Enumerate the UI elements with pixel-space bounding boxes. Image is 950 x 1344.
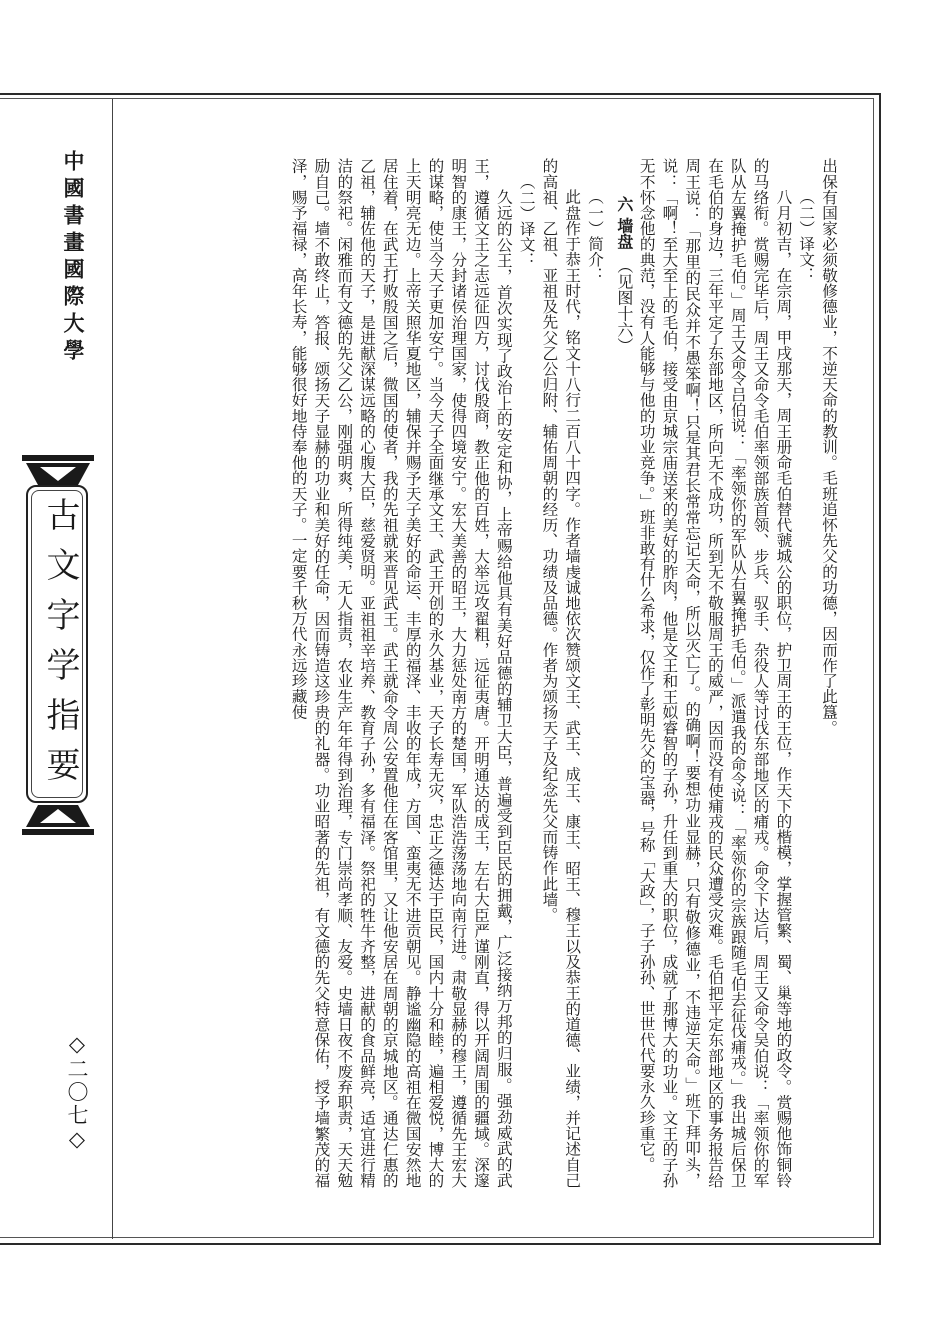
translation-heading-1: （二）译文： — [797, 189, 816, 283]
main-text — [150, 158, 840, 1188]
intro-paragraph: 此盘作于恭王时代，铭文十八行二百八十四字。作者墙虔诚地依次赞颂文王、武王、成王、康王、昭王、穆王以及恭王的道德、业绩，并记述自己的高祖、乙祖、亚祖及先父乙公归附、辅佑周朝的经历、功绩及品德。作者为颂扬天子及纪念先父而铸作此墙。 — [540, 158, 582, 1188]
book-title-block — [22, 455, 94, 835]
paragraph-closing: 出保有国家必须敬修德业，不逆天命的教训。毛班追怀先父的功德，因而作了此簋。 — [820, 158, 838, 736]
intro-heading: （一）简介： — [586, 189, 605, 283]
section-title — [612, 158, 635, 1188]
page-number: ◇二〇七◇ — [65, 1032, 89, 1153]
translation-paragraph-2: 久远的公王，首次实现了政治上的安定和协，上帝赐给他具有美好品德的辅卫大臣，普遍受到臣民的拥戴，广泛接纳万邦的归服。强劲威武的武王，遵循文王之志远征四方，讨伐殷商，教正他的百姓，大举远攻翟粗，远征夷唐。开明通达的成王，左右大臣严谨刚直，得以开阔周围的疆域。深邃明智的康王，分封诸侯治理国家，使得四境安宁。宏大美善的昭王，大力惩处南方的楚国，军队浩浩荡荡地向南行进。肃敬显赫的穆王，遵循先王宏大的谋略，使当今天子更加安宁。当今天子全面继承文王、武王开创的永久基业，天子长寿无灾，忠正之德达于臣民，国内十分和睦，遍相爱悦，博大的上天明亮无边。上帝关照华夏地区，辅保并赐予天子美好的命运、丰厚的福泽、丰收的年成，方国、蛮夷无不进贡朝见。静谧幽隐的高祖在微国安然地居住着，在武王打败殷国之后，微国的使者，我的先祖就来晋见武王。武王就命令周公安置他住在客馆里，又让他安居在周朝的京城地区。通达仁惠的乙祖，辅佐他的天子，是进献深谋远略的心腹大臣，慈爱贤明。亚祖祖辛培养、教育子孙，多有福泽。祭祀的牲牛齐整，进献的食品鲜亮，适宜进行精洁的祭祀。闲雅而有文德的先父乙公，刚强明爽，所得纯美，无人指责，农业生产年年得到治理，专门崇尚孝顺、友爱。史墙日夜不废弃职责，天天勉励自己。墙不敢终止，答报、颂扬天子显赫的功业和美好的任命，因而铸造这珍贵的礼器。功业昭著的先祖，有文德的先父特意保佑，授予墙繁茂的福泽，赐予福禄，高年长寿，能够很好地侍奉他的天子。一定要千秋万代永远珍藏使 — [289, 158, 513, 1188]
title-cap-top-ornament — [22, 455, 94, 487]
title-cap-bottom-ornament — [22, 803, 94, 835]
section-title-text: 六 墙盘 — [614, 196, 634, 250]
translation-paragraph-1: 八月初吉，在宗周，甲戌那天，周王册命毛伯替代虢城公的职位，护卫周王的王位，作天下的楷模，掌握管繁、蜀、巢等地的政令。赏赐他饰铜铃的马络衔。赏赐完毕后，周王又命令毛伯率领部族首领、步兵、驭手、杂役人等讨伐东部地区的痡戎。命令下达后，周王又命令吴伯说：「率领你的军队从左翼掩护毛伯。」周王又命令吕伯说：「率领你的军队从右翼掩护毛伯。」派遣我的命令说：「率领你的宗族跟随毛伯去征伐痡戎。」我出城后保卫在毛伯的身边，三年平定了东部地区，所向无不成功，所到无不敬服周王的威严，因而没有使痡戎的民众遭受灾难。毛伯把平定东部地区的事务报告给周王说：「那里的民众并不愚笨啊！只是其君长常常忘记天命，所以灭亡了。的确啊！要想功业显赫，只有敬修德业，不违逆天命。」班下拜叩头，说：「啊！至大至上的毛伯，接受由京城宗庙送来的美好的胙肉，他是文王和王姒睿智的子孙，升任到重大的职位，成就了那博大的功业。文王的子孙无不怀念他的典范，没有人能够与他的功业竞争。」班非敢有什么希求，仅作了彰明先父的宝器，号称「大政」，子子孙孙、世世代代要永久珍重它。 — [637, 158, 793, 1188]
spine-divider — [112, 99, 113, 1239]
section-figure-note: （见图十六） — [614, 265, 634, 354]
translation-heading-2: （二）译文： — [517, 173, 536, 268]
university-name: 中國書畫國際大學 — [61, 150, 86, 366]
book-title: 古文字学指要 — [40, 497, 80, 797]
